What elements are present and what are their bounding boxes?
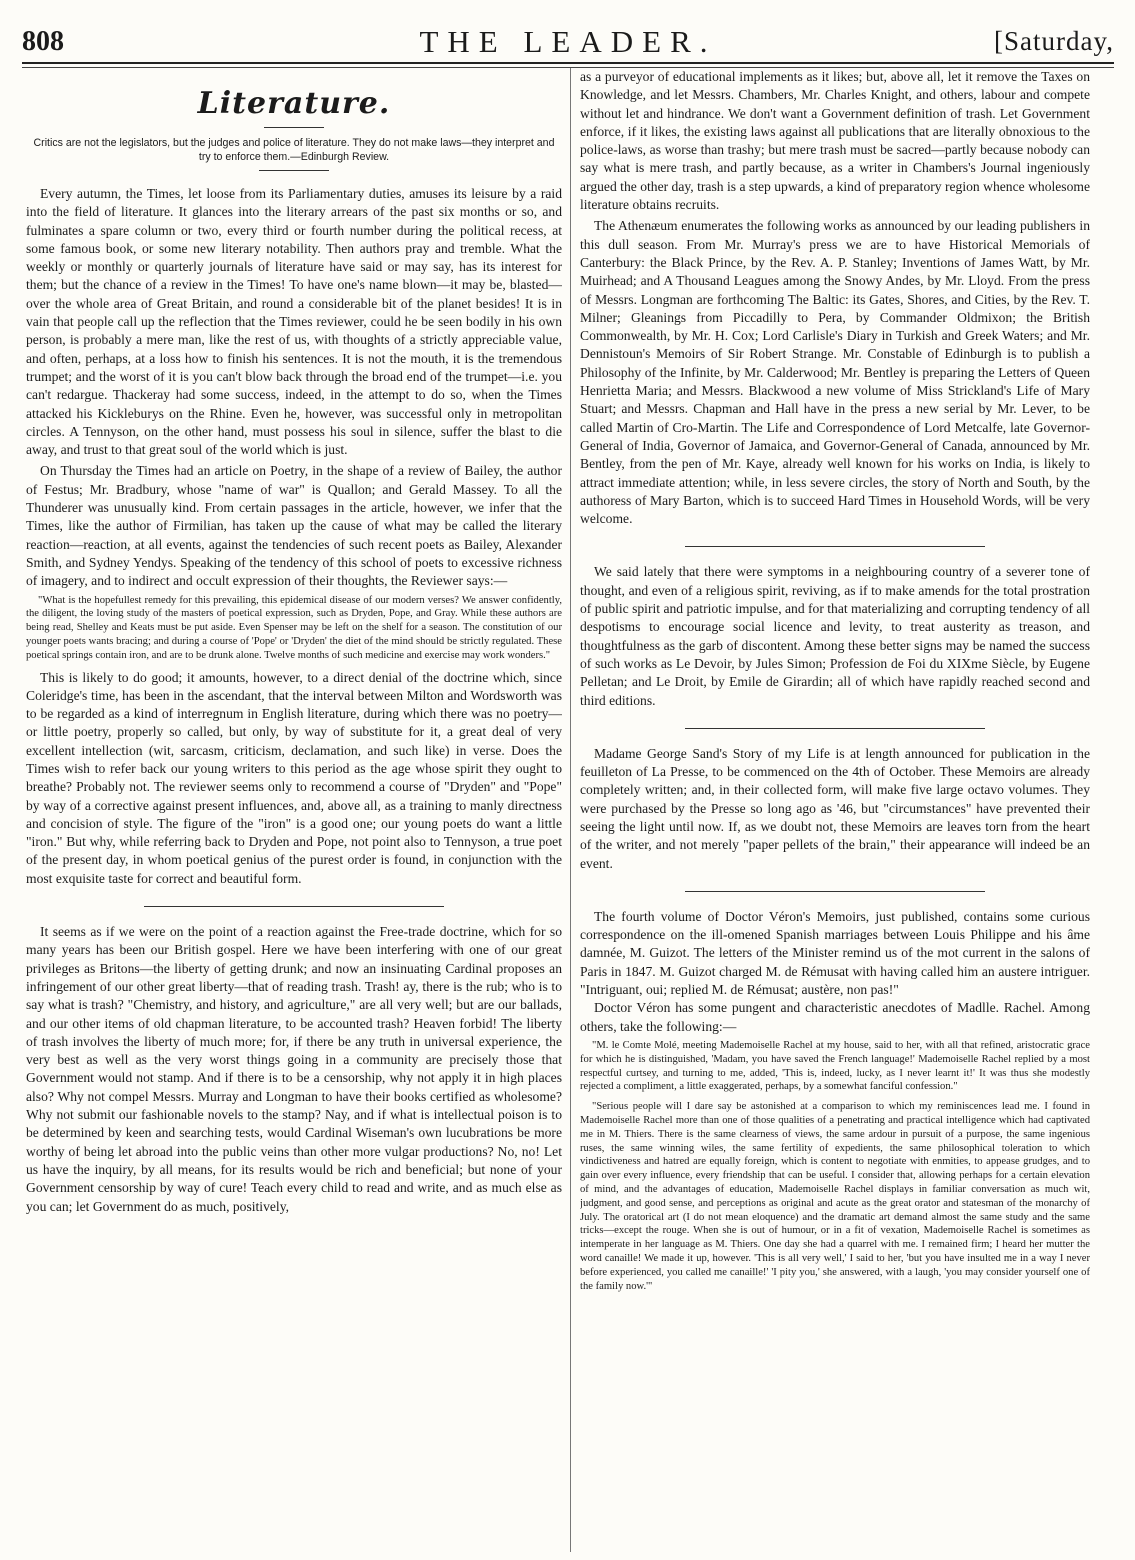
article-paragraph: Every autumn, the Times, let loose from its Parliamentary duties, amuses its leisure by a raid into the field of literature. It glances into the literary arrears of the past six months or so, and fulminates a spare column or two, every third or fourth number during the political recess, at some famous book, or some new literary notability. Then authors pray and tremble. What the weekly or monthly or quarterly journals of literature have said or may say, has its interest for them; but the chance of a review in the Times! To have one's name blown—it may be, blasted—over the whole area of Great Britain, and round a considerable bit of the planet besides! It is in vain that people call up the reflection that the Times reviewer, could he be seen bodily in his own person, is probably a mere man, like the rest of us, with thoughts of a strictly appreciable value, and often, perhaps, at a loss how to finish his sentences. It is not the mouth, it is the tremendous trumpet; and the worst of it is you can't blow back through the broad end of the trumpet—i.e. you can't redargue. Thackeray had some success, indeed, in the attempt to do so, when the Times attacked his Kickleburys on the Rhine. Even he, however, was successful only in metropolitan circles. A Tennyson, on the other hand, must possess his soul in silence, suffer the blast to die away, and trust to that great soul of the world which is just.: [26, 186, 562, 458]
section-motto: Critics are not the legislators, but the judges and police of literature. They do not make laws—they interpret and try to enforce them.—Edinburgh Review.: [33, 137, 555, 163]
masthead: [22, 22, 1114, 62]
issue-day: [Saturday,: [994, 26, 1114, 56]
left-column: [26, 68, 562, 1552]
article-separator: [685, 546, 985, 547]
article-paragraph: The fourth volume of Doctor Véron's Memoirs, just published, contains some curious correspondence on the ill-omened Spanish marriages between Louis Philippe and his âme damnée, M. Guizot. The letters of the Minister remind us of the mot current in the salons of Paris in 1847. M. Guizot charged M. de Rémusat with having called him an austere intriguer. "Intriguant, oui; replied M. de Rémusat; austère, non pas!": [580, 908, 1090, 998]
article-paragraph: Madame George Sand's Story of my Life is at length announced for publication in the feuilleton of La Presse, to be commenced on the 4th of October. These Memoirs are already completely written; and, in their collected form, will make five large octavo volumes. They were purchased by the Presse so long ago as '46, but "circumstances" have prevented their seeing the light until now. If, as we doubt not, these Memoirs are leaves torn from the heart of the writer, and not merely "paper pellets of the brain," their appearance will indeed be an event.: [580, 745, 1090, 871]
heading-rule: [264, 127, 324, 128]
article-paragraph: It seems as if we were on the point of a reaction against the Free-trade doctrine, which for so many years has been our British gospel. Here we have been interfering with one of our great privileges as Britons—the liberty of getting drunk; and now an insinuating Cardinal proposes an infringement of our other great liberty—that of reading trash. Trash! ay, there is the rub; who is to say what is trash? "Chemistry, and history, and agriculture," are all very well; but are our ballads, and our other items of old chapman literature, to be accounted trash? Heaven forbid! The liberty of trash involves the liberty of much more; for, if there be any truth in universal experience, the very best as well as the very worst things going in a community are precisely those that Government would not stamp. And if there is to be a censorship, why not apply it in high places also? Why not compel Messrs. Murray and Longman to have their books certified as wholesome? Why not submit our fashionable novels to the stamp? Nay, and if what is intellectual poison is to be determined by keen and searching tests, would Cardinal Wiseman's own lucubrations be more worthy of being let abroad into the public veins than other more vulgar productions? No, no! Let us have the inquiry, by all means, for its results would be rich and beneficial; but none of your Government censorship by way of cure! Teach every child to read and write, and as much else as you can; let Government do as much, positively,: [26, 924, 562, 1214]
article-separator: [685, 891, 985, 892]
article-paragraph: On Thursday the Times had an article on Poetry, in the shape of a review of Bailey, the author of Festus; Mr. Bradbury, whose "name of war" is Quallon; and Gerald Massey. To all the Thunderer was unusually kind. From certain passages in the article, however, we infer that the Times, like the author of Firmilian, has taken up the cause of what may be called the literary reaction—reaction, at all events, against the tendencies of such recent poets as Bailey, Alexander Smith, and Sydney Yendys. Speaking of the tendency of this school of poets to excessive richness of imagery, and to indirect and occult expression of their thoughts, the Reviewer says:—: [26, 463, 562, 589]
section-heading: Literature.: [197, 86, 391, 121]
article-paragraph: The Athenæum enumerates the following works as announced by our leading publishers in this dull season. From Mr. Murray's press we are to have Historical Memorials of Canterbury: the Black Prince, by the Rev. A. P. Stanley; Inventions of James Watt, by Mr. Muirhead; and A Thousand Leagues among the Snowy Andes, by Mr. Lloyd. From the press of Messrs. Longman are forthcoming The Baltic: its Gates, Shores, and Cities, by the Rev. T. Milner; Gleanings from Piccadilly to Pera, by Commander Oldmixon; the British Commonwealth, by Mr. H. Cox; Lord Carlisle's Diary in Turkish and Greek Waters; and Mr. Dennistoun's Memoirs of Sir Robert Strange. Mr. Constable of Edinburgh is to publish a Philosophy of the Infinite, by Mr. Calderwood; Mr. Bentley is preparing the Letters of Queen Henrietta Maria; and Messrs. Blackwood a new volume of Miss Strickland's Life of Mary Stuart; and Messrs. Chapman and Hall have in the press a new serial by Mr. Lever, to be called Martin of Cro-Martin. The Life and Correspondence of Lord Metcalfe, late Governor-General of India, Governor of Jamaica, and Governor-General of Canada, announced by Mr. Bentley, from the pen of Mr. Kaye, already well known for his works on India, is likely to attract immediate attention; while, in less severe circles, the story of North and South, by the authoress of Mary Barton, which is to succeed Hard Times in Household Words, will be very welcome.: [580, 218, 1090, 527]
article-paragraph: Doctor Véron has some pungent and characteristic anecdotes of Madlle. Rachel. Among others, take the following:—: [580, 1000, 1090, 1034]
page-number: 808: [22, 26, 64, 57]
right-column: [580, 68, 1090, 1552]
newspaper-title: THE LEADER.: [419, 24, 717, 59]
article-separator: [685, 728, 985, 729]
article-paragraph: We said lately that there were symptoms in a neighbouring country of a severer tone of thought, and even of a religious spirit, reviving, as if to make amends for the total prostration of public spirit and patriotic impulse, and for that materializing and corrupting tendency of all despotisms to encourage social licence and levity, to treat austerity as treason, and thoughtfulness as the garb of discontent. Among these better signs may be named the success of such works as Le Devoir, by Jules Simon; Profession de Foi du XIXme Siècle, by Eugene Pelletan; and Le Droit, by Emile de Girardin; all of which have rapidly reached second and third editions.: [580, 564, 1090, 708]
block-quote: "M. le Comte Molé, meeting Mademoiselle Rachel at my house, said to her, with all that refined, aristocratic grace for which he is distinguished, 'Madam, you have saved the French language!' Mademoiselle Rachel replied by a most respectful curtsey, and turning to me, added, 'This is, indeed, lucky, as I never learnt it!' It was thus she modestly rejected a compliment, a little exaggerated, perhaps, by a somewhat fanciful confession.": [580, 1039, 1090, 1093]
block-quote: "Serious people will I dare say be astonished at a comparison to which my reminiscences lead me. I found in Mademoiselle Rachel more than one of those qualities of a penetrating and practical intelligence which had captivated me in M. Thiers. There is the same clearness of views, the same ardour in pursuit of a purpose, the same ingenious ruses, the same winning wiles, the same fertility of expedients, the same philosophical toleration to which vindictiveness and hatred are equally foreign, which is content to negotiate with enmities, to appease grudges, and to gain over every influence, every friendship that can be useful. I consider that, allowing perhaps for a certain elevation of mind, and the advantages of education, Mademoiselle Rachel displays in familiar conversation as much wit, judgment, and good sense, and perceptions as original and acute as the great orator and statesman of the monarchy of July. The oratorical art (I do not mean eloquence) and the dramatic art demand almost the same study and the same tricks—except the rouge. When she is out of humour, or in a fit of vexation, Mademoiselle Rachel is sometimes as intemperate in her language as M. Thiers. One day she had a quarrel with me. I remained firm; I heard her mutter the word canaille! We made it up, however. 'This is all very well,' I said to her, 'but you have insulted me in a way I never before experienced, you called me canaille!' 'I pity you,' she answered, with a laugh, 'you may consider yourself one of the family now.'": [580, 1101, 1090, 1292]
article-paragraph: This is likely to do good; it amounts, however, to a direct denial of the doctrine which, since Coleridge's time, has been in the ascendant, that the interval between Milton and Wordsworth was to be regarded as a kind of interregnum in English literature, during which there was no poetry—or little poetry, properly so called, but only, by way of substitute for it, a great deal of very excellent intellection (wit, sarcasm, criticism, declamation, and such like) in verse. Does the Times wish to refer back our young writers to this period as the age whose spirit they ought to breathe? Probably not. The reviewer seems only to recommend a course of "Dryden" and "Pope" by way of a corrective against present influences, and, above all, as a training to manly directness and concision of style. The figure of the "iron" is a good one; our young poets do want a little "iron." But why, while referring back to Dryden and Pope, not point also to Tennyson, a true poet of the present day, in whom poetical genius of the purest order is found, in conjunction with the most exquisite taste for correct and beautiful form.: [26, 669, 562, 886]
motto-rule: [259, 170, 329, 171]
article-paragraph: as a purveyor of educational implements as it likes; but, above all, let it remove the Taxes on Knowledge, and let Messrs. Chambers, Mr. Charles Knight, and others, labour and compete without let and hindrance. We don't want a Government definition of trash. Let Government enforce, if it likes, the existing laws against all publications that are literally obnoxious to the police-laws, as worse than trashy; but mere trash must be sacred—partly because nobody can say what is mere trash, and partly because, as a writer in Chambers's Journal ingeniously argued the other day, trash is a step upwards, a kind of preparatory region whence wholesome literature obtains recruits.: [580, 69, 1090, 213]
article-separator: [144, 906, 444, 907]
block-quote: "What is the hopefullest remedy for this prevailing, this epidemical disease of our modern verses? We answer confidently, the diligent, the loving study of the masters of poetical expression, such as Dryden, Pope, and Gray. While these authors are being read, Shelley and Keats must be put aside. Even Spenser may be left on the shelf for a season. The constitution of our younger poets wants bracing; and during a course of 'Pope' or 'Dryden' the diet of the mind should be strictly regulated. These poetical springs contain iron, and are to be drunk alone. Twelve months of such medicine and exercise may work wonders.": [26, 594, 562, 661]
masthead-rule-thick: [22, 62, 1114, 64]
column-divider: [570, 68, 571, 1552]
